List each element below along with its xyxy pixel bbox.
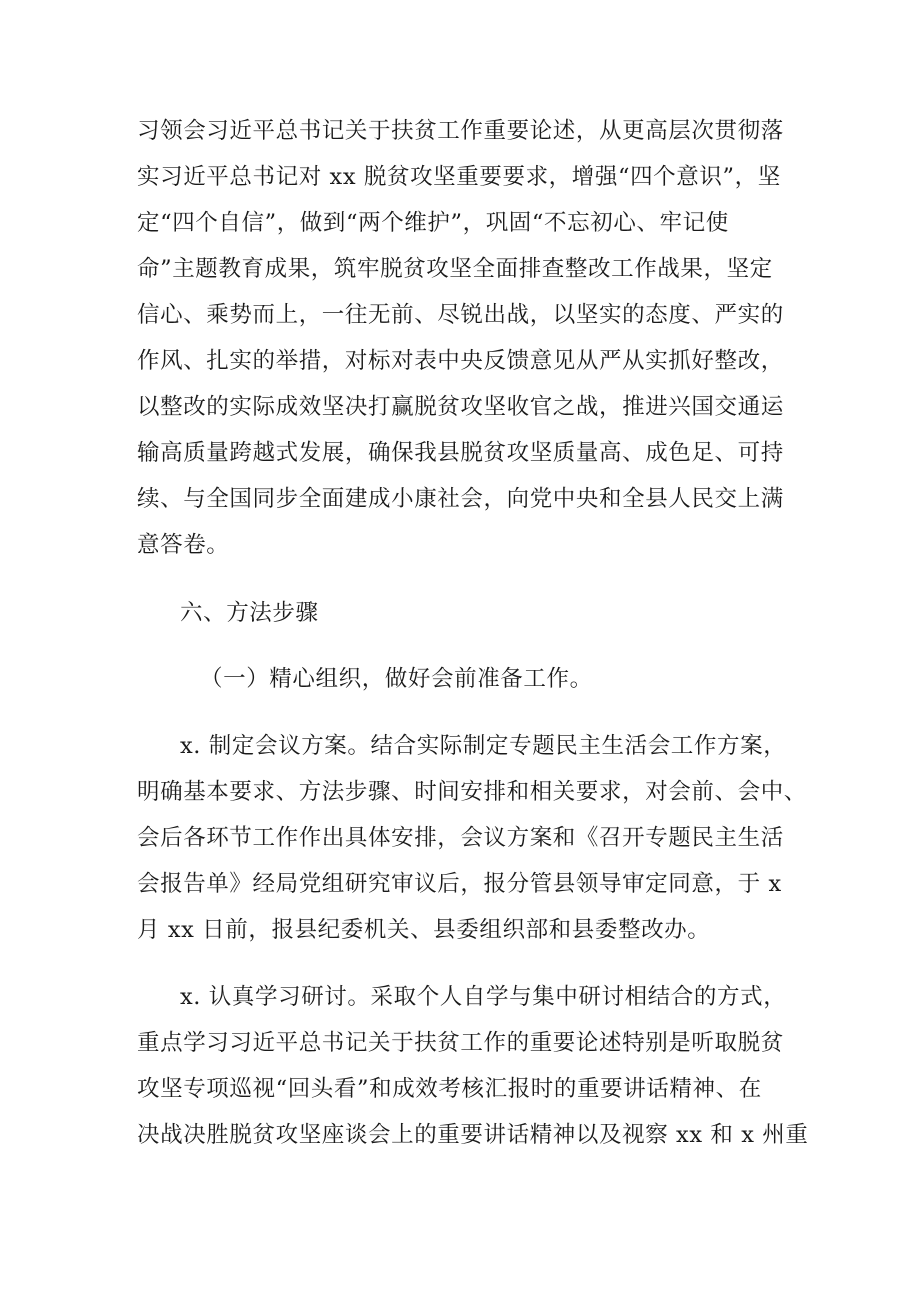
text-line: 会后各环节工作作出具体安排，会议方案和《召开专题民主生活: [137, 825, 784, 851]
text-line: 明确基本要求、方法步骤、时间安排和相关要求，对会前、会中、: [137, 779, 807, 805]
text-line: 习领会习近平总书记关于扶贫工作重要论述，从更高层次贯彻落: [137, 118, 784, 144]
text-line: 会报告单》经局党组研究审议后，报分管县领导审定同意，于 x: [137, 871, 782, 897]
text-line: 月 xx 日前，报县纪委机关、县委组织部和县委整改办。: [137, 917, 711, 943]
text-line: 信心、乘势而上，一往无前、尽锐出战，以坚实的态度、严实的: [137, 302, 784, 328]
text-line: 定“四个自信”，做到“两个维护”，巩固“不忘初心、牢记使: [137, 210, 729, 236]
text-line: 决战决胜脱贫攻坚座谈会上的重要讲话精神以及视察 xx 和 x 州重: [137, 1122, 809, 1148]
text-line: 重点学习习近平总书记关于扶贫工作的重要论述特别是听取脱贫: [137, 1030, 784, 1056]
section-heading: 六、方法步骤: [180, 600, 319, 626]
text-line: 实习近平总书记对 xx 脱贫攻坚重要要求，增强“四个意识”，坚: [137, 164, 781, 190]
text-line: 输高质量跨越式发展，确保我县脱贫攻坚质量高、成色足、可持: [137, 440, 784, 466]
text-line: x. 认真学习研讨。采取个人自学与集中研讨相结合的方式，: [180, 984, 787, 1010]
text-line: 以整改的实际成效坚决打赢脱贫攻坚收官之战，推进兴国交通运: [137, 394, 784, 420]
text-line: 作风、扎实的举措，对标对表中央反馈意见从严从实抓好整改，: [137, 348, 784, 374]
subheading: （一）精心组织，做好会前准备工作。: [200, 666, 593, 692]
text-line: x. 制定会议方案。结合实际制定专题民主生活会工作方案，: [180, 733, 787, 759]
text-line: 命”主题教育成果，筑牢脱贫攻坚全面排查整改工作战果，坚定: [137, 256, 773, 282]
text-line: 攻坚专项巡视“回头看”和成效考核汇报时的重要讲话精神、在: [137, 1076, 762, 1102]
text-line: 意答卷。: [137, 532, 230, 558]
text-line: 续、与全国同步全面建成小康社会，向党中央和全县人民交上满: [137, 486, 784, 512]
